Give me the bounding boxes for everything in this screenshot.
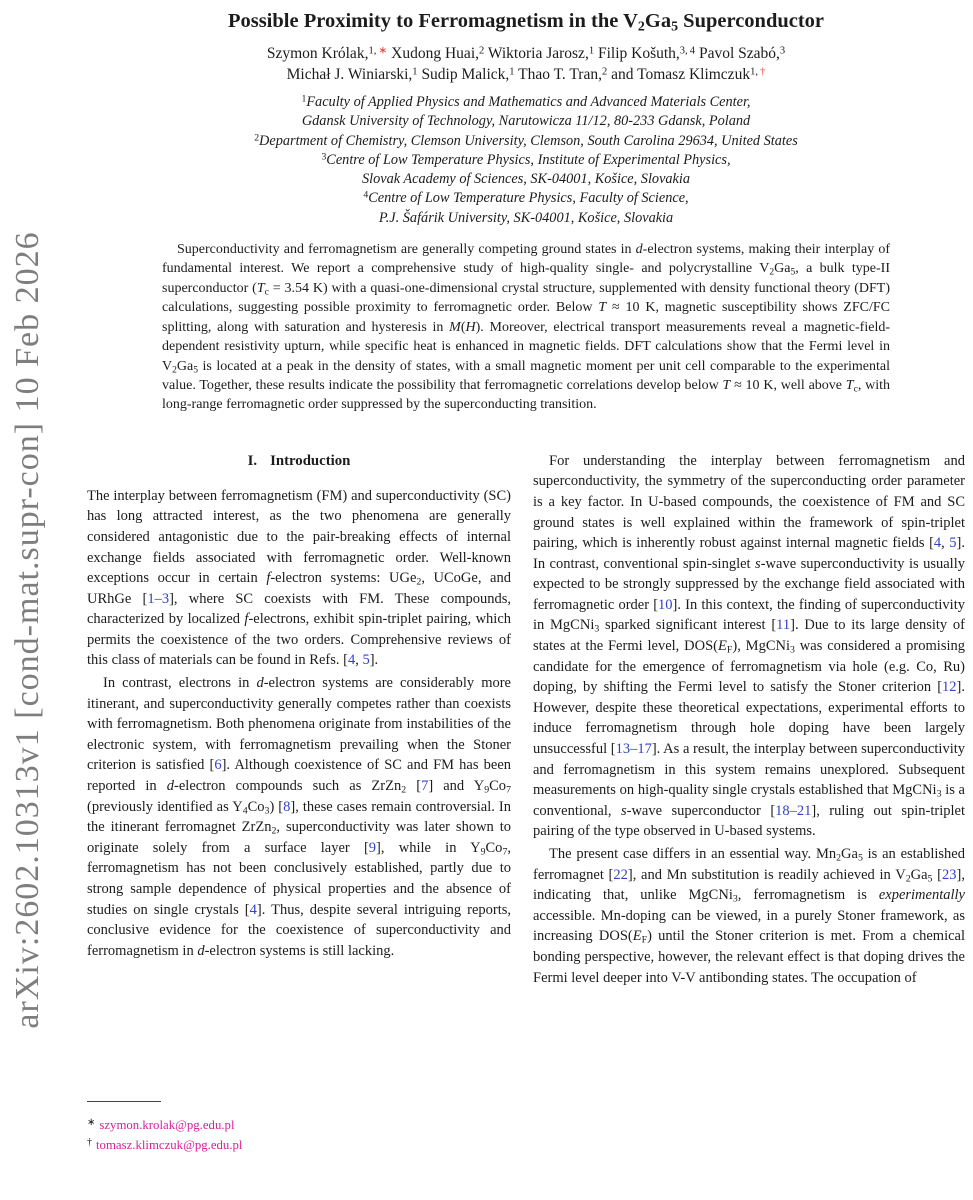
author-line-1: Szymon Królak,$^{1,}$ ∗ Xudong Huai,$^2$ Wiktoria Jarosz,$^1$ Filip Košuth,$^{3, 4}$ Pavol Szabó,$^3$ bbox=[266, 45, 786, 62]
citation-link[interactable]: 8 bbox=[283, 798, 291, 815]
footnote-marker-link[interactable]: ∗ bbox=[378, 45, 388, 57]
paragraph: In contrast, electrons in d-electron systems are considerably more itinerant, and superconductivity generally competes rather than coexists with ferromagnetism. Both phenomena originate from instabilities of the electronic system, with ferromagnetism prevailing when the Stoner criterion is satisfied [6]. Although coexistence of SC and FM has been reported in d-electron compounds such as ZrZn2 [7] and Y9Co7 (previously identified as Y4Co3) [8], these cases remain controversial. In the itinerant ferromagnet ZrZn2, superconductivity was later shown to originate solely from a surface layer [9], while in Y9Co7, ferromagnetism has not been conclusively established, partly due to strong sample dependence of physical properties and the absence of studies on single crystals [4]. Thus, despite several intriguing reports, conclusive evidence for the coexistence of superconductivity and ferromagnetism in d-electron systems is still lacking. bbox=[87, 675, 512, 959]
citation-link[interactable]: 12 bbox=[942, 679, 957, 696]
section-title: Introduction bbox=[270, 452, 351, 469]
citation-link[interactable]: 4 bbox=[933, 535, 942, 552]
citation-link[interactable]: 5 bbox=[362, 652, 370, 669]
email-link[interactable]: szymon.krolak@pg.edu.pl bbox=[99, 1117, 235, 1132]
citation-link[interactable]: 23 bbox=[942, 866, 957, 883]
footnote-marker-link[interactable]: † bbox=[760, 66, 766, 78]
footnote-block bbox=[87, 1097, 511, 1155]
citation-link[interactable]: 13–17 bbox=[615, 741, 652, 758]
citation-link[interactable]: 4 bbox=[249, 901, 257, 918]
left-column bbox=[87, 451, 511, 1158]
right-column bbox=[533, 451, 965, 1158]
affiliation-line: $^1$Faculty of Applied Physics and Mathematics and Advanced Materials Center, bbox=[301, 93, 751, 110]
citation-link[interactable]: 22 bbox=[613, 866, 628, 883]
email-link[interactable]: tomasz.klimczuk@pg.edu.pl bbox=[96, 1138, 243, 1153]
affiliation-line: $^3$Centre of Low Temperature Physics, Institute of Experimental Physics, bbox=[321, 151, 731, 168]
paragraph: The interplay between ferromagnetism (FM) and superconductivity (SC) has long attracted interest, as the two phenomena are generally considered antagonistic due to the pair-breaking effects of internal exchange fields associated with ferromagnetic order. Well-known exceptions occur in certain f-electron systems: UGe2, UCoGe, and URhGe [1–3], where SC coexists with FM. These compounds, characterized by localized f-electrons, exhibit spin-triplet pairing, which permits the coexistence of the two orders. Comprehensive reviews of this class of materials can be found in Refs. [4, 5]. bbox=[87, 487, 512, 669]
paragraph: The present case differs in an essential way. Mn2Ga5 is an established ferromagnet [22], and Mn substitution is readily achieved in V2Ga5 [23], indicating that, unlike MgCNi3, ferromagnetism is experimentally accessible. Mn-doping can be viewed, in a purely Stoner framework, as increasing DOS(EF) until the Stoner criterion is met. From a chemical bonding perspective, however, the relevant effect is that doping drives the Fermi level deeper into V-V antibonding states. The occupation of bbox=[533, 846, 965, 986]
citation-link[interactable]: 9 bbox=[368, 839, 377, 856]
affiliation-line: P.J. Šafárik University, SK-04001, Košice, Slovakia bbox=[378, 209, 674, 226]
citation-link[interactable]: 4 bbox=[347, 652, 356, 669]
affiliation-block bbox=[87, 93, 965, 228]
author-line-2: Michał J. Winiarski,$^1$ Sudip Malick,$^1$ Thao T. Tran,$^2$ and Tomasz Klimczuk$^{1,}$ † bbox=[286, 66, 766, 83]
affiliation-line: Slovak Academy of Sciences, SK-04001, Košice, Slovakia bbox=[361, 171, 691, 188]
two-column-body bbox=[87, 451, 965, 1158]
citation-link[interactable]: 5 bbox=[949, 535, 957, 552]
footnote bbox=[87, 1134, 511, 1155]
citation-link[interactable]: 6 bbox=[214, 757, 222, 774]
footnote bbox=[87, 1114, 511, 1135]
author-block bbox=[87, 43, 965, 85]
footnote-marker: ∗ bbox=[87, 1116, 96, 1128]
arxiv-watermark: arXiv:2602.10313v1 [cond-mat.supr-con] 10 Feb 2026 bbox=[9, 231, 46, 1029]
footnote-marker: † bbox=[87, 1137, 92, 1149]
citation-link[interactable]: 1–3 bbox=[147, 590, 170, 607]
abstract: Superconductivity and ferromagnetism are generally competing ground states in d-electron systems, making their interplay of fundamental interest. We report a comprehensive study of high-quality single- and polycrystalline V2Ga5, a bulk type-II superconductor (Tc = 3.54 K) with a quasi-one-dimensional crystal structure, supplemented with density functional theory (DFT) calculations, suggesting possible proximity to ferromagnetic order. Below T ≈ 10 K, magnetic susceptibility shows ZFC/FC splitting, along with saturation and hysteresis in M(H). Moreover, electrical transport measurements reveal a magnetic-field-dependent resistivity upturn, while specific heat is enhanced in magnetic fields. DFT calculations show that the Fermi level in V2Ga5 is located at a peak in the density of states, with a small magnetic moment per unit cell comparable to the experimental value. Together, these results indicate the possibility that ferromagnetic correlations develop below T ≈ 10 K, well above Tc, with long-range ferromagnetic order suppressed by the superconducting transition. bbox=[162, 242, 891, 413]
footnote-rule bbox=[87, 1101, 161, 1102]
paper-title: Possible Proximity to Ferromagnetism in the V2Ga5 Superconductor bbox=[227, 10, 825, 35]
citation-link[interactable]: 7 bbox=[421, 778, 429, 795]
citation-link[interactable]: 11 bbox=[776, 617, 791, 634]
affiliation-line: Gdansk University of Technology, Narutowicza 11/12, 80-233 Gdansk, Poland bbox=[301, 113, 751, 130]
citation-link[interactable]: 18–21 bbox=[775, 802, 812, 819]
section-number: I. bbox=[247, 452, 258, 469]
citation-link[interactable]: 10 bbox=[658, 596, 673, 613]
affiliation-line: $^4$Centre of Low Temperature Physics, Faculty of Science, bbox=[363, 190, 689, 207]
paper-content bbox=[87, 0, 965, 1158]
affiliation-line: $^2$Department of Chemistry, Clemson University, Clemson, South Carolina 29634, United States bbox=[254, 132, 798, 149]
section-heading-introduction bbox=[87, 453, 511, 470]
paragraph: For understanding the interplay between ferromagnetism and superconductivity, the symmetry of the superconducting order parameter is a key factor. In U-based compounds, the coexistence of FM and SC ground states is well explained within the framework of spin-triplet pairing, which is inherently robust against internal magnetic fields [4, 5]. In contrast, conventional spin-singlet s-wave superconductivity is usually expected to be strongly suppressed by the exchange field associated with ferromagnetic order [10]. In this context, the finding of superconductivity in MgCNi3 sparked significant interest [11]. Due to its large density of states at the Fermi level, DOS(EF), MgCNi3 was considered a promising candidate for the emergence of ferromagnetism via hole (e.g. Co, Ru) doping, by shifting the Fermi level to satisfy the Stoner criterion [12]. However, despite these theoretical expectations, experimental efforts to induce ferromagnetism through hole doping have been largely unsuccessful [13–17]. As a result, the interplay between superconductivity and ferromagnetism in this system remains unexplored. Subsequent measurements on high-quality single crystals established that MgCNi3 is a conventional, s-wave superconductor [18–21], ruling out spin-triplet pairing of the type observed in U-based systems. bbox=[533, 452, 965, 840]
